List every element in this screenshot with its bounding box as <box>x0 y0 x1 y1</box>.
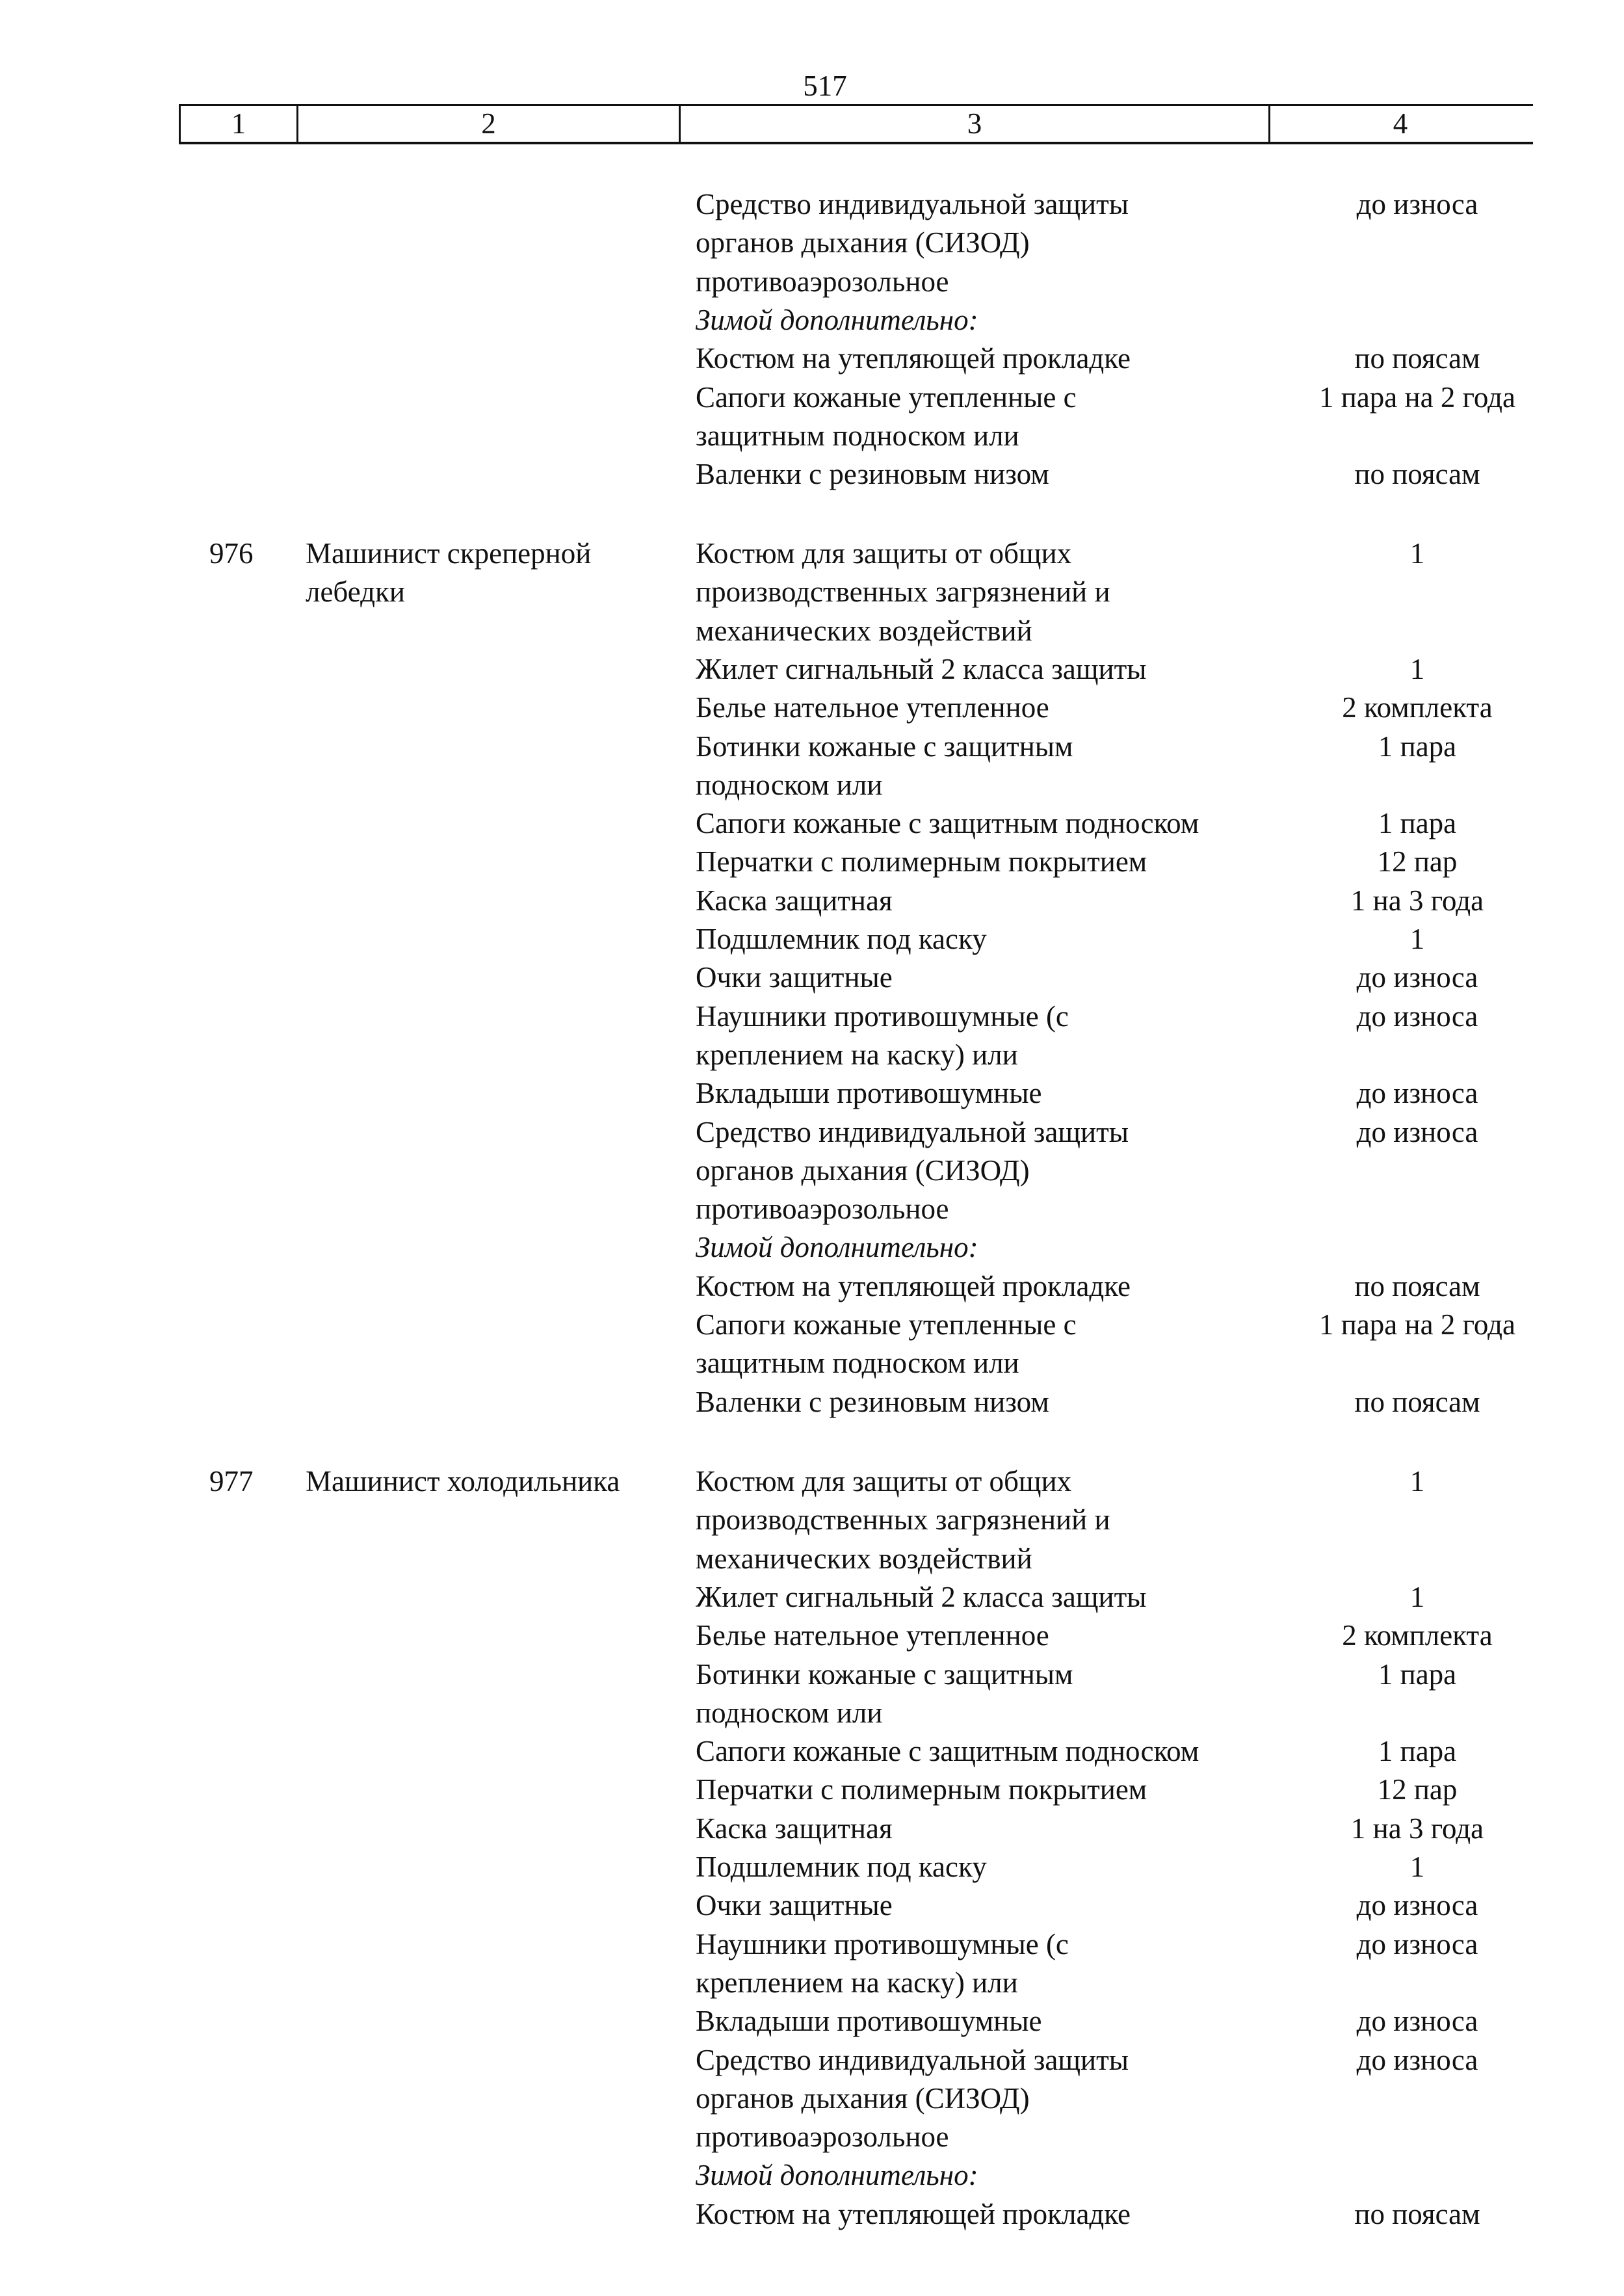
header-col-4: 4 <box>1393 107 1408 140</box>
protective-item: подноском или <box>696 1696 883 1729</box>
table-row <box>0 689 1624 727</box>
table-row <box>0 1462 1624 1501</box>
issue-norm: по поясам <box>1354 1269 1480 1302</box>
protective-item: Валенки с резиновым низом <box>696 458 1049 491</box>
table-row <box>0 843 1624 881</box>
table-row <box>0 1501 1624 1539</box>
table-row <box>0 1228 1624 1267</box>
protective-item: механических воздействий <box>696 1542 1032 1575</box>
issue-norm: 2 комплекта <box>1342 691 1493 724</box>
issue-norm: 12 пар <box>1377 845 1458 878</box>
table-row <box>0 1616 1624 1655</box>
issue-norm: 1 <box>1409 923 1425 955</box>
table-row <box>0 378 1624 417</box>
protective-item: Костюм для защиты от общих <box>696 537 1072 570</box>
issue-norm: до износа <box>1356 1077 1478 1110</box>
issue-norm: 1 <box>1409 1465 1425 1498</box>
protective-item: подноском или <box>696 768 883 801</box>
protective-item: Наушники противошумные (с <box>696 1927 1069 1960</box>
header-col-3: 3 <box>967 107 982 140</box>
issue-norm: 1 <box>1409 652 1425 685</box>
protective-item: Каска защитная <box>696 1812 893 1845</box>
protective-item: Белье нательное утепленное <box>696 691 1049 724</box>
entry-number: 976 <box>209 537 254 570</box>
table-row <box>0 1848 1624 1886</box>
table-row <box>0 1190 1624 1228</box>
protective-item: Подшлемник под каску <box>696 923 987 955</box>
protective-item: Сапоги кожаные с защитным подноском <box>696 807 1199 840</box>
table-row <box>0 1886 1624 1925</box>
issue-norm: 1 на 3 года <box>1350 884 1484 917</box>
table-row <box>0 1810 1624 1848</box>
table-row <box>0 1036 1624 1074</box>
table-row <box>0 263 1624 301</box>
table-row <box>0 1656 1624 1694</box>
protective-item: Средство индивидуальной защиты <box>696 1115 1129 1148</box>
table-row <box>0 339 1624 378</box>
protective-item: Костюм на утепляющей прокладке <box>696 2197 1131 2230</box>
table-row <box>0 1267 1624 1306</box>
page-number: 517 <box>803 70 847 102</box>
table-row <box>0 455 1624 494</box>
table-row <box>0 1732 1624 1771</box>
issue-norm: 1 <box>1409 537 1425 570</box>
protective-item: Валенки с резиновым низом <box>696 1385 1049 1418</box>
table-row <box>0 1344 1624 1382</box>
issue-norm: по поясам <box>1354 2197 1480 2230</box>
table-row <box>0 612 1624 650</box>
protective-item: Средство индивидуальной защиты <box>696 2043 1129 2076</box>
table-row <box>0 2041 1624 2079</box>
table-row <box>0 534 1624 573</box>
winter-additional-label: Зимой дополнительно: <box>696 1231 978 1264</box>
issue-norm: до износа <box>1356 2005 1478 2038</box>
header-col-1: 1 <box>231 107 246 140</box>
column-header-row <box>179 104 1533 144</box>
issue-norm: 1 пара <box>1378 1657 1457 1691</box>
issue-norm: 1 пара <box>1378 730 1457 763</box>
issue-norm: до износа <box>1356 1889 1478 1922</box>
issue-norm: до износа <box>1356 188 1478 220</box>
table-row <box>0 650 1624 689</box>
protective-item: органов дыхания (СИЗОД) <box>696 1154 1030 1187</box>
protective-item: Вкладыши противошумные <box>696 1077 1042 1110</box>
issue-norm: 1 пара на 2 года <box>1319 380 1515 414</box>
table-row <box>0 573 1624 611</box>
table-row <box>0 958 1624 997</box>
issue-norm: до износа <box>1356 999 1478 1033</box>
table-row <box>0 2195 1624 2234</box>
table-row <box>0 2156 1624 2195</box>
protective-item: органов дыхания (СИЗОД) <box>696 2081 1030 2115</box>
protective-item: производственных загрязнений и <box>696 575 1110 609</box>
issue-norm: 2 комплекта <box>1342 1619 1493 1652</box>
table-row <box>0 920 1624 958</box>
issue-norm: 1 <box>1409 1851 1425 1883</box>
issue-norm: 1 пара на 2 года <box>1319 1308 1515 1341</box>
table-row <box>0 882 1624 920</box>
protective-item: противоаэрозольное <box>696 265 949 298</box>
table-row <box>0 997 1624 1036</box>
protective-item: Перчатки с полимерным покрытием <box>696 1773 1147 1806</box>
protective-item: Очки защитные <box>696 1889 893 1922</box>
protective-item: Ботинки кожаные с защитным <box>696 1657 1073 1691</box>
table-row <box>0 1074 1624 1113</box>
table-row <box>0 1306 1624 1344</box>
protective-item: Средство индивидуальной защиты <box>696 188 1129 220</box>
issue-norm: 1 пара <box>1378 807 1457 840</box>
table-row <box>0 2079 1624 2118</box>
table-row <box>0 1964 1624 2002</box>
table-row <box>0 185 1624 224</box>
table-row <box>0 1152 1624 1190</box>
protective-item: Ботинки кожаные с защитным <box>696 730 1073 763</box>
issue-norm: по поясам <box>1354 342 1480 375</box>
issue-norm: до износа <box>1356 961 1478 994</box>
header-col-2: 2 <box>481 107 496 140</box>
table-row <box>0 2118 1624 2156</box>
protective-item: защитным подноском или <box>696 1347 1019 1380</box>
protective-item: Костюм для защиты от общих <box>696 1465 1072 1498</box>
table-row <box>0 804 1624 843</box>
table-row <box>0 224 1624 262</box>
protective-item: защитным подноском или <box>696 419 1019 452</box>
issue-norm: до износа <box>1356 2043 1478 2076</box>
protective-item: Костюм на утепляющей прокладке <box>696 342 1131 375</box>
issue-norm: по поясам <box>1354 458 1480 491</box>
protective-item: механических воздействий <box>696 614 1032 647</box>
issue-norm: до износа <box>1356 1927 1478 1960</box>
table-row <box>0 2002 1624 2040</box>
issue-norm: до износа <box>1356 1115 1478 1148</box>
table-row <box>0 766 1624 804</box>
table-row <box>0 728 1624 766</box>
table-row <box>0 1694 1624 1732</box>
protective-item: Вкладыши противошумные <box>696 2005 1042 2038</box>
protective-item: Каска защитная <box>696 884 893 917</box>
profession-name: Машинист скреперной лебедки <box>306 537 592 609</box>
protective-item: Жилет сигнальный 2 класса защиты <box>696 652 1147 685</box>
protective-item: Сапоги кожаные утепленные с <box>696 1308 1077 1341</box>
table-row <box>0 417 1624 455</box>
protective-item: Костюм на утепляющей прокладке <box>696 1269 1131 1302</box>
winter-additional-label: Зимой дополнительно: <box>696 303 978 336</box>
protective-item: противоаэрозольное <box>696 2120 949 2154</box>
protective-item: Перчатки с полимерным покрытием <box>696 845 1147 878</box>
protective-item: Наушники противошумные (с <box>696 999 1069 1033</box>
profession-name: Машинист холодильника <box>306 1465 620 1498</box>
protective-item: Белье нательное утепленное <box>696 1619 1049 1652</box>
table-row <box>0 301 1624 339</box>
protective-item: Очки защитные <box>696 961 893 994</box>
issue-norm: 1 <box>1409 1580 1425 1613</box>
protective-item: производственных загрязнений и <box>696 1503 1110 1537</box>
table-row <box>0 1113 1624 1152</box>
protective-item: Сапоги кожаные с защитным подноском <box>696 1735 1199 1768</box>
issue-norm: 1 на 3 года <box>1350 1812 1484 1845</box>
protective-item: Сапоги кожаные утепленные с <box>696 380 1077 414</box>
issue-norm: по поясам <box>1354 1385 1480 1418</box>
protective-item: Подшлемник под каску <box>696 1851 987 1883</box>
table-row <box>0 1771 1624 1809</box>
table-row <box>0 1925 1624 1964</box>
table-row <box>0 1540 1624 1578</box>
protective-item: Жилет сигнальный 2 класса защиты <box>696 1580 1147 1613</box>
protective-item: органов дыхания (СИЗОД) <box>696 226 1030 259</box>
issue-norm: 12 пар <box>1377 1773 1458 1806</box>
protective-item: креплением на каску) или <box>696 1038 1018 1071</box>
issue-norm: 1 пара <box>1378 1735 1457 1768</box>
table-row <box>0 1578 1624 1616</box>
protective-item: креплением на каску) или <box>696 1966 1018 1999</box>
entry-number: 977 <box>209 1465 254 1498</box>
table-row <box>0 1383 1624 1421</box>
protective-item: противоаэрозольное <box>696 1193 949 1226</box>
winter-additional-label: Зимой дополнительно: <box>696 2159 978 2192</box>
